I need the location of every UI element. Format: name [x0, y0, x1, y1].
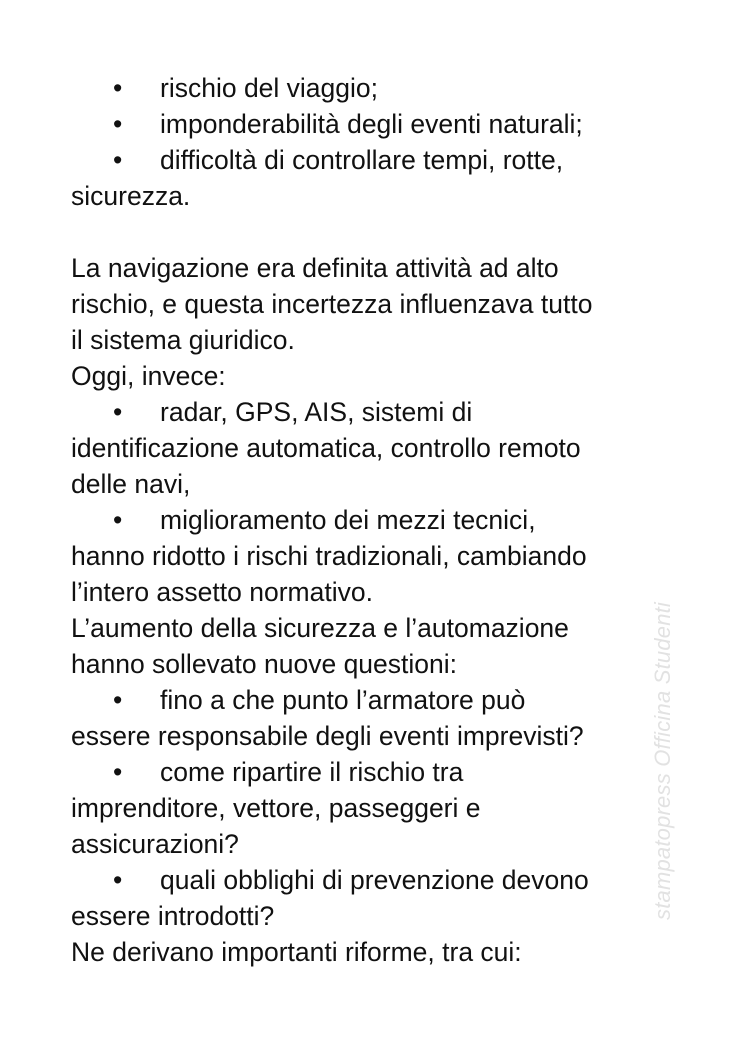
- bullet-icon: •: [113, 685, 123, 715]
- text-line: essere responsabile degli eventi imprevisti?: [71, 721, 584, 751]
- bullet-text: difficoltà di controllare tempi, rotte,: [160, 145, 564, 175]
- text-line: Oggi, invece:: [71, 361, 226, 391]
- bullet-icon: •: [113, 505, 123, 535]
- watermark: stampatopress Officina Studenti: [650, 601, 675, 920]
- bullet-icon: •: [113, 757, 123, 787]
- bullet-item: [71, 106, 681, 142]
- text-line: identificazione automatica, controllo remoto: [71, 433, 581, 463]
- text-line: rischio, e questa incertezza influenzava tutto: [71, 289, 593, 319]
- bullet-item: [71, 682, 681, 718]
- bullet-icon: •: [113, 397, 123, 427]
- bullet-item: [71, 142, 681, 178]
- text-line: Ne derivano importanti riforme, tra cui:: [71, 937, 522, 967]
- bullet-text: fino a che punto l’armatore può: [160, 685, 526, 715]
- text-line: hanno ridotto i rischi tradizionali, cambiando: [71, 541, 587, 571]
- bullet-item: [71, 70, 681, 106]
- bullet-item: [71, 862, 681, 898]
- bullet-text: quali obblighi di prevenzione devono: [160, 865, 589, 895]
- text-line: L’aumento della sicurezza e l’automazione: [71, 613, 569, 643]
- text-line: assicurazioni?: [71, 829, 239, 859]
- bullet-icon: •: [113, 145, 123, 175]
- text-line: l’intero assetto normativo.: [71, 577, 373, 607]
- bullet-item: [71, 754, 681, 790]
- bullet-item: [71, 394, 681, 430]
- text-line: il sistema giuridico.: [71, 325, 295, 355]
- text-line: hanno sollevato nuove questioni:: [71, 649, 458, 679]
- text-line: delle navi,: [71, 469, 191, 499]
- bullet-text: imponderabilità degli eventi naturali;: [160, 109, 583, 139]
- bullet-icon: •: [113, 865, 123, 895]
- text-line: sicurezza.: [71, 181, 191, 211]
- bullet-text: miglioramento dei mezzi tecnici,: [160, 505, 536, 535]
- bullet-icon: •: [113, 109, 123, 139]
- document-body: [71, 70, 681, 970]
- bullet-text: radar, GPS, AIS, sistemi di: [160, 397, 473, 427]
- text-line: imprenditore, vettore, passeggeri e: [71, 793, 481, 823]
- bullet-text: rischio del viaggio;: [160, 73, 379, 103]
- bullet-text: come ripartire il rischio tra: [160, 757, 464, 787]
- bullet-icon: •: [113, 73, 123, 103]
- blank-line: [71, 214, 681, 250]
- bullet-item: [71, 502, 681, 538]
- text-line: La navigazione era definita attività ad alto: [71, 253, 559, 283]
- text-line: essere introdotti?: [71, 901, 275, 931]
